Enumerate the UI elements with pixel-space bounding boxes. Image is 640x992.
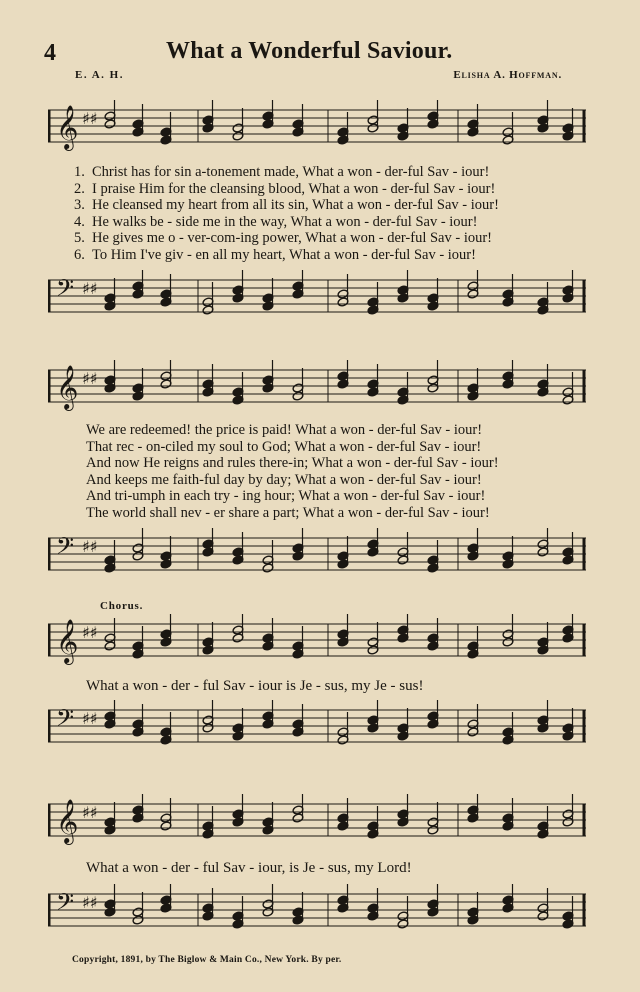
bass-staff-chorus-1 [48, 700, 586, 758]
key-signature-icon: ♯♯ [82, 279, 98, 298]
verse-line-6: 6. To Him I've giv - en all my heart, What a won - der-ful Sav - iour! [74, 246, 476, 263]
chorus-lyric-line-1: What a won - der - ful Sav - iour is Je - sus, my Je - sus! [86, 678, 424, 694]
key-signature-icon: ♯♯ [82, 537, 98, 556]
key-signature-icon: ♯♯ [82, 709, 98, 728]
bass-clef-icon: 𝄢 [56, 704, 75, 737]
treble-staff-system-2 [48, 360, 586, 418]
verse-line-4: And keeps me faith-ful day by day; What a won - der-ful Sav - iour! [86, 471, 482, 488]
verse-line-5: And tri-umph in each try - ing hour; What a won - der-ful Sav - iour! [86, 488, 486, 504]
verse-line-4: 4. He walks be - side me in the way, What a won - der-ful Sav - iour! [74, 213, 478, 230]
bass-staff-system-1 [48, 270, 586, 328]
bass-clef-icon: 𝄢 [56, 274, 75, 307]
key-signature-icon: ♯♯ [82, 893, 98, 912]
verses-section-2 [86, 422, 606, 521]
verse-line-1: 1. Christ has for sin a-tonement made, What a won - der-ful Sav - iour! [74, 164, 490, 180]
composer-name: Elisha A. Hoffman. [453, 69, 562, 81]
treble-staff-chorus-1 [48, 614, 586, 672]
bass-clef-icon: 𝄢 [56, 888, 75, 921]
chorus-lyric-line-2: What a won - der - ful Sav - iour, is Je - sus, my Lord! [86, 860, 412, 876]
verse-line-2: 2. I praise Him for the cleansing blood, What a won - der-ful Sav - iour! [74, 180, 496, 197]
verse-line-1: We are redeemed! the price is paid! What a won - der-ful Sav - iour! [86, 422, 483, 438]
verse-line-3: 3. He cleansed my heart from all its sin, What a won - der-ful Sav - iour! [74, 197, 499, 213]
copyright-notice: Copyright, 1891, by The Biglow & Main Co., New York. By per. [72, 955, 342, 965]
hymn-title: What a Wonderful Saviour. [166, 38, 453, 64]
treble-clef-icon: 𝄞 [56, 105, 79, 149]
verse-line-2: That rec - on-ciled my soul to God; What a won - der-ful Sav - iour! [86, 438, 482, 455]
lyricist-initials: E. A. H. [75, 69, 124, 81]
bass-staff-chorus-2 [48, 884, 586, 942]
verse-line-5: 5. He gives me o - ver-com-ing power, What a won - der-ful Sav - iour! [74, 230, 493, 246]
key-signature-icon: ♯♯ [82, 803, 98, 822]
key-signature-icon: ♯♯ [82, 109, 98, 128]
treble-staff-chorus-2 [48, 794, 586, 852]
verse-line-6: The world shall nev - er share a part; What a won - der-ful Sav - iour! [86, 504, 490, 521]
hymn-number: 4 [44, 40, 56, 66]
treble-clef-icon: 𝄞 [56, 619, 79, 663]
verses-section-1 [74, 164, 594, 263]
key-signature-icon: ♯♯ [82, 623, 98, 642]
bass-staff-system-2 [48, 528, 586, 586]
key-signature-icon: ♯♯ [82, 369, 98, 388]
verse-line-3: And now He reigns and rules there-in; What a won - der-ful Sav - iour! [86, 455, 499, 471]
bass-clef-icon: 𝄢 [56, 532, 75, 565]
treble-staff-system-1 [48, 100, 586, 158]
chorus-label: Chorus. [100, 600, 144, 612]
treble-clef-icon: 𝄞 [56, 365, 79, 409]
treble-clef-icon: 𝄞 [56, 799, 79, 843]
